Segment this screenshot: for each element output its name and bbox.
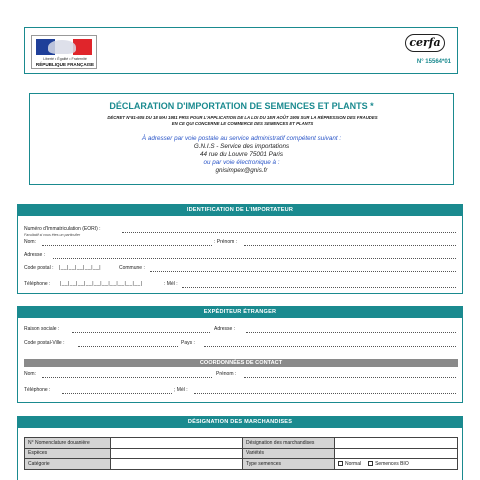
seed-type-options <box>335 459 458 470</box>
form-header <box>24 27 458 74</box>
importer-section <box>17 204 463 294</box>
goods-input[interactable] <box>335 448 458 459</box>
code-postal-field[interactable]: |__|__|__|__|__| <box>59 265 102 271</box>
exporter-section <box>17 306 463 403</box>
goods-label: Catégorie <box>25 459 111 470</box>
contact-tel-field[interactable] <box>62 393 172 394</box>
contact-tel-label: Téléphone : <box>24 387 51 393</box>
cerfa-logo: cerfa <box>405 34 445 52</box>
normal-checkbox[interactable] <box>338 461 343 466</box>
goods-label: Désignation des marchandises <box>243 438 335 449</box>
contact-mel-label: ; Mél : <box>174 387 188 393</box>
bio-checkbox[interactable] <box>368 461 373 466</box>
address-intro: À adresser par voie postale au service administratif compétent suivant : <box>141 135 342 142</box>
title-block <box>29 93 454 185</box>
code-postal-label: Code postal : <box>24 265 54 271</box>
exporter-adresse-field[interactable] <box>246 332 456 333</box>
mailing-address <box>30 135 453 175</box>
nom-label: Nom: <box>24 239 36 245</box>
goods-label: Type semences <box>243 459 335 470</box>
eori-field[interactable] <box>122 232 456 233</box>
code-ville-field[interactable] <box>78 346 178 347</box>
marianne-icon <box>48 40 76 54</box>
address-email-intro: ou par voie électronique à : <box>203 159 280 166</box>
importer-heading: IDENTIFICATION DE L'IMPORTATEUR <box>18 205 462 216</box>
goods-input[interactable] <box>111 448 243 459</box>
table-row <box>25 448 458 459</box>
form-title: DÉCLARATION D'IMPORTATION DE SEMENCES ET PLANTS * <box>109 101 374 111</box>
cerfa-number: N° 15564*01 <box>416 59 451 65</box>
commune-field[interactable] <box>150 271 456 272</box>
logo-republic-text: RÉPUBLIQUE FRANÇAISE <box>35 62 95 67</box>
mel-label: : Mél : <box>164 281 178 287</box>
table-row <box>25 459 458 470</box>
prenom-field[interactable] <box>244 245 456 246</box>
address-line-1: G.N.I.S - Service des importations <box>193 143 290 150</box>
normal-label: Normal <box>345 460 362 467</box>
eori-label: Numéro d'Immatriculation (EORI) : <box>24 226 101 232</box>
logo-motto: Liberté • Égalité • Fraternité <box>43 57 87 61</box>
goods-heading: DÉSIGNATION DES MARCHANDISES <box>18 417 462 428</box>
contact-nom-field[interactable] <box>42 377 212 378</box>
republique-francaise-logo <box>31 35 97 69</box>
pays-label: Pays : <box>181 340 195 346</box>
exporter-adresse-label: Adresse : <box>214 326 236 332</box>
adresse-label: Adresse : <box>24 252 46 258</box>
goods-input[interactable] <box>335 438 458 449</box>
prenom-label: : Prénom : <box>214 239 238 245</box>
adresse-field[interactable] <box>53 258 456 259</box>
goods-table <box>24 437 458 470</box>
bio-label: Semences BIO <box>375 460 409 467</box>
commune-label: Commune : <box>119 265 145 271</box>
goods-label: N° Nomenclature douanière <box>25 438 111 449</box>
contact-prenom-field[interactable] <box>244 377 456 378</box>
address-line-2: 44 rue du Louvre 75001 Paris <box>200 151 283 158</box>
goods-input[interactable] <box>111 438 243 449</box>
contact-nom-label: Nom: <box>24 371 36 377</box>
table-row <box>25 438 458 449</box>
contact-mel-field[interactable] <box>194 393 456 394</box>
code-ville-label: Code postal-Ville : <box>24 340 65 346</box>
decree-line-2: EN CE QUI CONCERNE LE COMMERCE DES SEMENCES ET PLANTS <box>171 121 314 126</box>
contact-prenom-label: Prénom : <box>216 371 237 377</box>
decree-line-1: DÉCRET N°81-605 DU 18 MAI 1981 PRIS POUR L'APPLICATION DE LA LOI DU 1ER AOÛT 1905 SUR LA RÉPRESSION DES FRAUDES <box>107 115 378 120</box>
bio-option[interactable] <box>368 461 409 467</box>
address-email[interactable]: gnisimpex@gnis.fr <box>215 167 268 174</box>
telephone-field[interactable]: |__|__|__|__|__|__|__|__|__|__| <box>60 281 143 287</box>
goods-section <box>17 416 463 480</box>
normal-option[interactable] <box>338 461 361 467</box>
goods-label: Variétés <box>243 448 335 459</box>
nom-field[interactable] <box>42 245 212 246</box>
mel-field[interactable] <box>182 287 456 288</box>
contact-heading: COORDONNÉES DE CONTACT <box>24 359 458 367</box>
telephone-label: Téléphone : <box>24 281 51 287</box>
pays-field[interactable] <box>204 346 456 347</box>
raison-sociale-label: Raison sociale : <box>24 326 60 332</box>
goods-label: Espèces <box>25 448 111 459</box>
decree-reference <box>50 115 435 127</box>
exporter-heading: EXPÉDITEUR ÉTRANGER <box>18 307 462 318</box>
goods-input[interactable] <box>111 459 243 470</box>
raison-sociale-field[interactable] <box>72 332 210 333</box>
eori-note: Facultatif si vous êtes un particulier <box>24 233 81 237</box>
